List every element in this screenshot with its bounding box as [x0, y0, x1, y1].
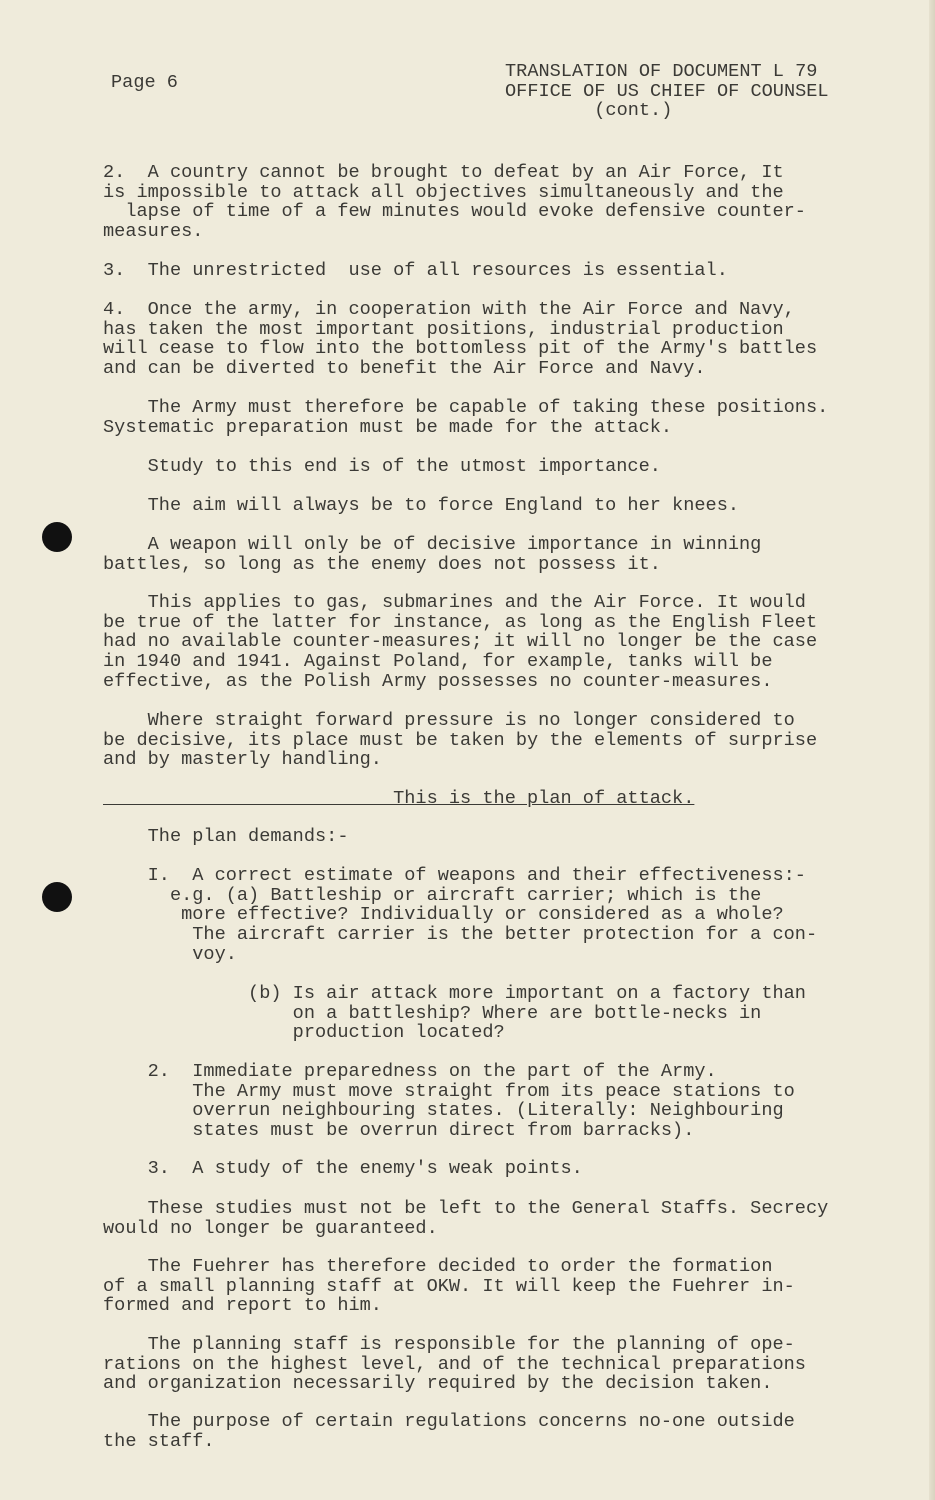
text-line: be true of the latter for instance, as long as the English Fleet: [103, 611, 818, 633]
item-1: [103, 866, 817, 964]
paragraph-aim: [103, 496, 739, 516]
paragraph-purpose: [103, 1412, 795, 1451]
text-line: 2. Immediate preparedness on the part of the Army.: [103, 1061, 717, 1082]
text-line: has taken the most important positions, industrial production: [103, 318, 784, 340]
text-line: is impossible to attack all objectives simultaneously and the: [103, 181, 784, 203]
text-line: be decisive, its place must be taken by the elements of surprise: [103, 729, 818, 751]
text-line: Where straight forward pressure is no longer considered to: [103, 710, 795, 731]
punch-hole: [42, 882, 72, 912]
text-line: This is the plan of attack.: [103, 788, 695, 809]
item-3: [103, 1159, 583, 1179]
text-line: the staff.: [103, 1430, 215, 1452]
paragraph-weapon: [103, 535, 761, 574]
text-line: 4. Once the army, in cooperation with the Air Force and Navy,: [103, 299, 795, 320]
text-line: The planning staff is responsible for the planning of ope-: [103, 1334, 795, 1355]
text-line: The aircraft carrier is the better protection for a con-: [103, 924, 818, 946]
text-line: The Fuehrer has therefore decided to order the formation: [103, 1256, 773, 1277]
text-line: The plan demands:-: [103, 826, 349, 847]
item-1b: [103, 984, 806, 1043]
text-line: The aim will always be to force England to her knees.: [103, 495, 740, 516]
plan-heading: [103, 789, 694, 809]
text-line: (b) Is air attack more important on a factory than: [103, 983, 806, 1004]
text-line: and can be diverted to benefit the Air Force and Navy.: [103, 358, 706, 380]
text-line: more effective? Individually or considered as a whole?: [103, 904, 784, 926]
text-line: on a battleship? Where are bottle-necks in: [103, 1002, 762, 1024]
text-line: (cont.): [505, 100, 673, 122]
text-line: had no available counter-measures; it will no longer be the case: [103, 631, 818, 653]
paragraph-study: [103, 457, 661, 477]
paragraph-applies: [103, 593, 817, 691]
text-line: formed and report to him.: [103, 1295, 382, 1317]
paragraph-army-positions: [103, 398, 828, 437]
plan-demands: [103, 827, 348, 847]
text-line: e.g. (a) Battleship or aircraft carrier; which is the: [103, 884, 762, 906]
text-line: 3. A study of the enemy's weak points.: [103, 1158, 583, 1179]
paragraph-3: [103, 261, 728, 281]
text-line: overrun neighbouring states. (Literally: Neighbouring: [103, 1100, 784, 1122]
paragraph-pressure: [103, 711, 817, 770]
text-line: TRANSLATION OF DOCUMENT L 79: [505, 61, 818, 82]
text-line: and by masterly handling.: [103, 749, 382, 771]
text-line: and organization necessarily required by the decision taken.: [103, 1373, 773, 1395]
text-line: Page 6: [111, 72, 178, 93]
text-line: measures.: [103, 221, 204, 243]
text-line: of a small planning staff at OKW. It will keep the Fuehrer in-: [103, 1275, 795, 1297]
paper-edge: [929, 0, 935, 1500]
text-line: voy.: [103, 943, 237, 965]
text-line: The Army must therefore be capable of taking these positions.: [103, 397, 829, 418]
text-line: The purpose of certain regulations concerns no-one outside: [103, 1411, 795, 1432]
text-line: battles, so long as the enemy does not possess it.: [103, 553, 661, 575]
page-number: [111, 73, 178, 93]
text-line: in 1940 and 1941. Against Poland, for example, tanks will be: [103, 651, 773, 673]
document-title: [505, 62, 829, 121]
punch-hole: [42, 522, 72, 552]
text-line: These studies must not be left to the General Staffs. Secrecy: [103, 1198, 829, 1219]
paragraph-studies: [103, 1199, 828, 1238]
text-line: rations on the highest level, and of the technical preparations: [103, 1353, 806, 1375]
text-line: effective, as the Polish Army possesses no counter-measures.: [103, 670, 773, 692]
text-line: 3. The unrestricted use of all resources is essential.: [103, 260, 728, 281]
text-line: OFFICE OF US CHIEF OF COUNSEL: [505, 80, 829, 102]
text-line: I. A correct estimate of weapons and their effectiveness:-: [103, 865, 806, 886]
text-line: 2. A country cannot be brought to defeat by an Air Force, It: [103, 162, 784, 183]
text-line: production located?: [103, 1022, 505, 1044]
paragraph-fuehrer: [103, 1257, 795, 1316]
text-line: would no longer be guaranteed.: [103, 1217, 438, 1239]
paragraph-4: [103, 300, 817, 379]
text-line: lapse of time of a few minutes would evoke defensive counter-: [103, 201, 806, 223]
text-line: This applies to gas, submarines and the Air Force. It would: [103, 592, 806, 613]
text-line: The Army must move straight from its peace stations to: [103, 1080, 795, 1102]
text-line: Study to this end is of the utmost importance.: [103, 456, 661, 477]
text-line: A weapon will only be of decisive importance in winning: [103, 534, 762, 555]
text-line: states must be overrun direct from barracks).: [103, 1120, 695, 1142]
paragraph-2: [103, 163, 806, 242]
item-2: [103, 1062, 795, 1141]
text-line: Systematic preparation must be made for the attack.: [103, 416, 673, 438]
paragraph-planning-staff: [103, 1335, 806, 1394]
text-line: will cease to flow into the bottomless pit of the Army's battles: [103, 338, 818, 360]
